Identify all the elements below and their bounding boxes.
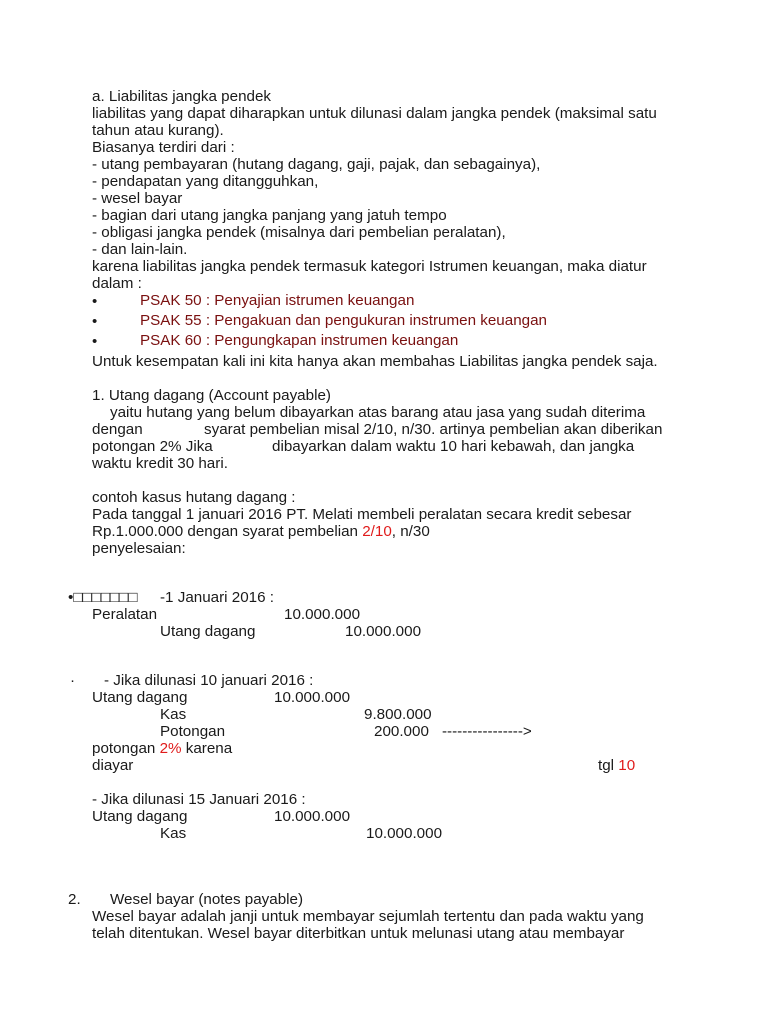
- solution-label: penyelesaian:: [92, 540, 186, 557]
- journal-credit-account: Potongan: [160, 723, 226, 740]
- journal-credit-amount: 9.800.000: [364, 706, 432, 723]
- discount-note: [92, 740, 232, 757]
- tgl-text: tgl: [598, 757, 619, 774]
- journal-credit-account: Utang dagang: [160, 623, 256, 640]
- journal-date: -1 Januari 2016 :: [160, 589, 274, 606]
- example-line: Pada tanggal 1 januari 2016 PT. Melati membeli peralatan secara kredit sebesar: [92, 506, 632, 523]
- subsection-heading: Wesel bayar (notes payable): [110, 891, 304, 908]
- tgl-highlight: 10: [618, 757, 636, 774]
- bullet-icon: •: [92, 293, 98, 310]
- paragraph-line: potongan 2% Jika: [92, 438, 213, 455]
- example-text: , n/30: [391, 523, 430, 540]
- example-line: [92, 523, 430, 540]
- journal-credit-amount: 10.000.000: [366, 825, 443, 842]
- bullet-icon: ·: [70, 672, 76, 689]
- arrow-note: ---------------->: [442, 723, 532, 740]
- paragraph-line: dibayarkan dalam waktu 10 hari kebawah, dan jangka: [272, 438, 635, 455]
- list-item: - utang pembayaran (hutang dagang, gaji, pajak, dan sebagainya),: [92, 156, 541, 173]
- karena-line: karena liabilitas jangka pendek termasuk kategori Istrumen keuangan, maka diatur: [92, 258, 647, 275]
- bullet-icon: •□□□□□□□: [68, 589, 138, 606]
- paragraph-line: syarat pembelian misal 2/10, n/30. artinya pembelian akan diberikan: [204, 421, 663, 438]
- section-number: 2.: [68, 891, 81, 908]
- journal-credit-account: Kas: [160, 825, 187, 842]
- bullet-icon: •: [92, 313, 98, 330]
- journal-debit-amount: 10.000.000: [274, 808, 351, 825]
- list-item: - obligasi jangka pendek (misalnya dari pembelian peralatan),: [92, 224, 506, 241]
- journal-credit-account: Kas: [160, 706, 187, 723]
- paragraph-line: Wesel bayar adalah janji untuk membayar sejumlah tertentu dan pada waktu yang: [92, 908, 644, 925]
- paragraph-line: waktu kredit 30 hari.: [92, 455, 228, 472]
- example-label: contoh kasus hutang dagang :: [92, 489, 296, 506]
- subsection-heading: 1. Utang dagang (Account payable): [92, 387, 331, 404]
- journal-credit-amount: 200.000: [374, 723, 429, 740]
- journal-date: - Jika dilunasi 15 Januari 2016 :: [92, 791, 306, 808]
- definition-line: liabilitas yang dapat diharapkan untuk dilunasi dalam jangka pendek (maksimal satu: [92, 105, 657, 122]
- list-item: - pendapatan yang ditangguhkan,: [92, 173, 319, 190]
- journal-date: - Jika dilunasi 10 januari 2016 :: [104, 672, 314, 689]
- journal-debit-amount: 10.000.000: [274, 689, 351, 706]
- journal-debit-account: Utang dagang: [92, 689, 188, 706]
- paragraph-line: telah ditentukan. Wesel bayar diterbitkan untuk melunasi utang atau membayar: [92, 925, 625, 942]
- section-heading: a. Liabilitas jangka pendek: [92, 88, 272, 105]
- list-item: - wesel bayar: [92, 190, 183, 207]
- diayar-text: diayar: [92, 757, 134, 774]
- note-text: karena: [181, 740, 233, 757]
- list-item: - bagian dari utang jangka panjang yang jatuh tempo: [92, 207, 447, 224]
- tgl-note: [598, 757, 635, 774]
- consists-label: Biasanya terdiri dari :: [92, 139, 235, 156]
- note-text: potongan: [92, 740, 160, 757]
- psak-item: PSAK 50 : Penyajian istrumen keuangan: [140, 292, 415, 309]
- psak-item: PSAK 55 : Pengakuan dan pengukuran instrumen keuangan: [140, 312, 547, 329]
- percent-highlight: 2%: [159, 740, 182, 757]
- terms-highlight: 2/10: [362, 523, 392, 540]
- paragraph-line: dengan: [92, 421, 143, 438]
- example-text: Rp.1.000.000 dengan syarat pembelian: [92, 523, 363, 540]
- journal-credit-amount: 10.000.000: [345, 623, 422, 640]
- definition-line: tahun atau kurang).: [92, 122, 224, 139]
- journal-debit-account: Peralatan: [92, 606, 158, 623]
- karena-line: dalam :: [92, 275, 142, 292]
- note-line: Untuk kesempatan kali ini kita hanya akan membahas Liabilitas jangka pendek saja.: [92, 353, 658, 370]
- journal-debit-amount: 10.000.000: [284, 606, 361, 623]
- journal-debit-account: Utang dagang: [92, 808, 188, 825]
- list-item: - dan lain-lain.: [92, 241, 188, 258]
- paragraph-line: yaitu hutang yang belum dibayarkan atas barang atau jasa yang sudah diterima: [110, 404, 646, 421]
- bullet-icon: •: [92, 333, 98, 350]
- psak-item: PSAK 60 : Pengungkapan instrumen keuangan: [140, 332, 459, 349]
